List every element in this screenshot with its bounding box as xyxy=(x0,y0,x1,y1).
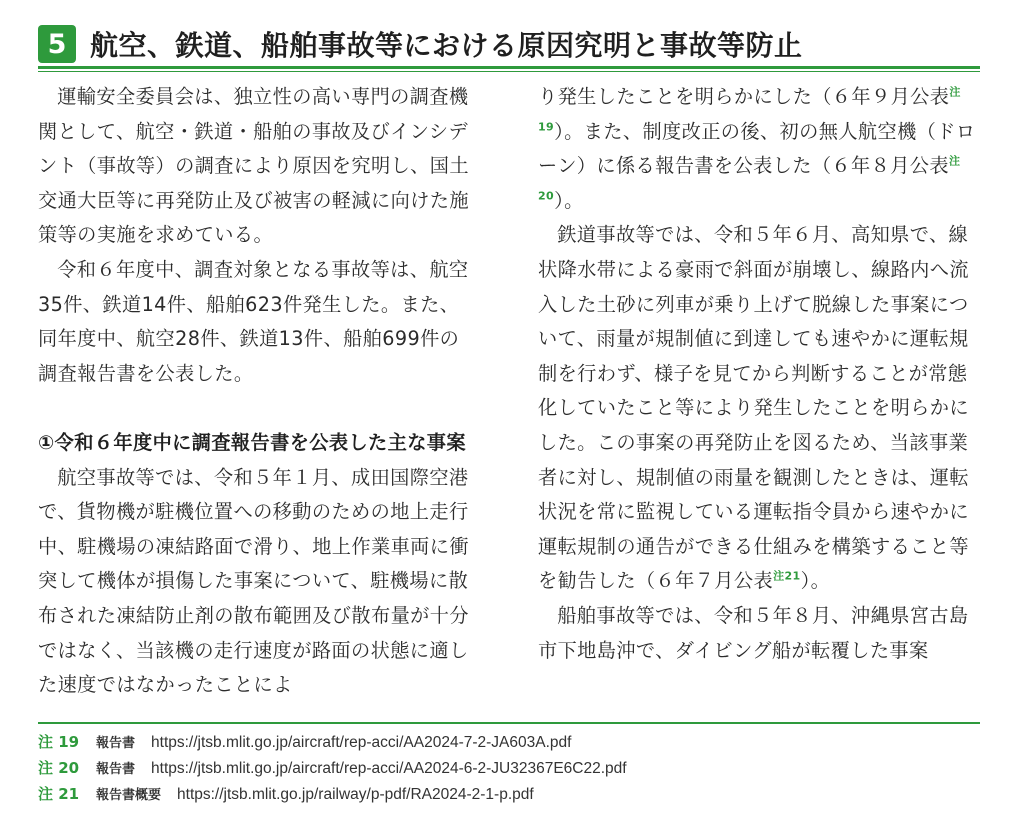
footnote-number: 注 21 xyxy=(38,785,80,803)
footnote-ref-20[interactable]: 注20 xyxy=(538,154,961,203)
text-segment: ）。また、制度改正の後、初の無人航空機（ドローン）に係る報告書を公表した（６年８月公表 xyxy=(538,119,976,178)
footnote-rule xyxy=(38,722,980,724)
text-segment: 鉄道事故等では、令和５年６月、高知県で、線状降水帯による豪雨で斜面が崩壊し、線路内へ流入した土砂に列車が乗り上げて脱線した事案について、雨量が規制値に到達しても速やかに運転規制を行わず、様子を見てから判断することが常態化していたこと等により発生したことを明らかにした。この事案の再発防止を図るため、当該事業者に対し、規制値の雨量を観測したときは、運転状況を常に監視している運転指令員から速やかに運転規制の通告ができる仕組みを構築すること等を勧告した（６年７月公表 xyxy=(538,223,969,593)
footnote-number: 注 20 xyxy=(38,759,80,777)
section-header xyxy=(38,18,980,70)
text-segment: ）。 xyxy=(800,569,831,593)
footnote-21 xyxy=(38,782,980,808)
paragraph-statistics: 令和６年度中、調査対象となる事故等は、航空35件、鉄道14件、船舶623件発生した。また、同年度中、航空28件、鉄道13件、船舶699件の調査報告書を公表した。 xyxy=(38,257,469,385)
header-rule-thin xyxy=(38,71,980,72)
right-column xyxy=(538,80,978,668)
footnotes xyxy=(38,730,980,808)
section-number-badge: 5 xyxy=(38,25,76,63)
footnote-link[interactable]: https://jtsb.mlit.go.jp/aircraft/rep-acci/AA2024-6-2-JU32367E6C22.pdf xyxy=(151,760,627,777)
paragraph-marine-case: 船舶事故等では、令和５年８月、沖縄県宮古島市下地島沖で、ダイビング船が転覆した事案 xyxy=(538,603,969,662)
footnote-kind: 報告書 xyxy=(96,736,136,751)
paragraph-aviation-case: 航空事故等では、令和５年１月、成田国際空港で、貨物機が駐機位置への移動のための地上走行中、駐機場の凍結路面で滑り、地上作業車両に衝突して機体が損傷した事案について、駐機場に散布された凍結防止剤の散布範囲及び散布量が十分ではなく、当該機の走行速度が路面の状態に適した速度ではなかったことによ xyxy=(38,465,469,697)
footnote-kind: 報告書 xyxy=(96,762,136,777)
section-title: 航空、鉄道、船舶事故等における原因究明と事故等防止 xyxy=(90,29,803,62)
footnote-19 xyxy=(38,730,980,756)
left-column xyxy=(38,80,478,703)
footnote-number: 注 19 xyxy=(38,733,80,751)
paragraph-intro: 運輸安全委員会は、独立性の高い専門の調査機関として、航空・鉄道・船舶の事故及びインシデント（事故等）の調査により原因を究明し、国土交通大臣等に再発防止及び被害の軽減に向けた施策等の実施を求めている。 xyxy=(38,85,469,247)
text-segment: り発生したことを明らかにした（６年９月公表 xyxy=(538,85,950,108)
paragraph-railway-case xyxy=(538,218,978,599)
spacer xyxy=(38,391,478,426)
paragraph-aviation-continued xyxy=(538,80,978,218)
footnote-ref-21[interactable]: 注21 xyxy=(773,569,801,583)
footnote-link[interactable]: https://jtsb.mlit.go.jp/aircraft/rep-acci/AA2024-7-2-JA603A.pdf xyxy=(151,734,572,751)
subheading-main-cases: ①令和６年度中に調査報告書を公表した主な事案 xyxy=(38,430,466,454)
text-segment: ）。 xyxy=(554,188,584,212)
footnote-20 xyxy=(38,756,980,782)
footnote-kind: 報告書概要 xyxy=(96,788,162,803)
footnote-link[interactable]: https://jtsb.mlit.go.jp/railway/p-pdf/RA2024-2-1-p.pdf xyxy=(177,786,534,803)
header-rule xyxy=(38,66,980,69)
footnote-ref-19[interactable]: 注19 xyxy=(538,85,961,134)
